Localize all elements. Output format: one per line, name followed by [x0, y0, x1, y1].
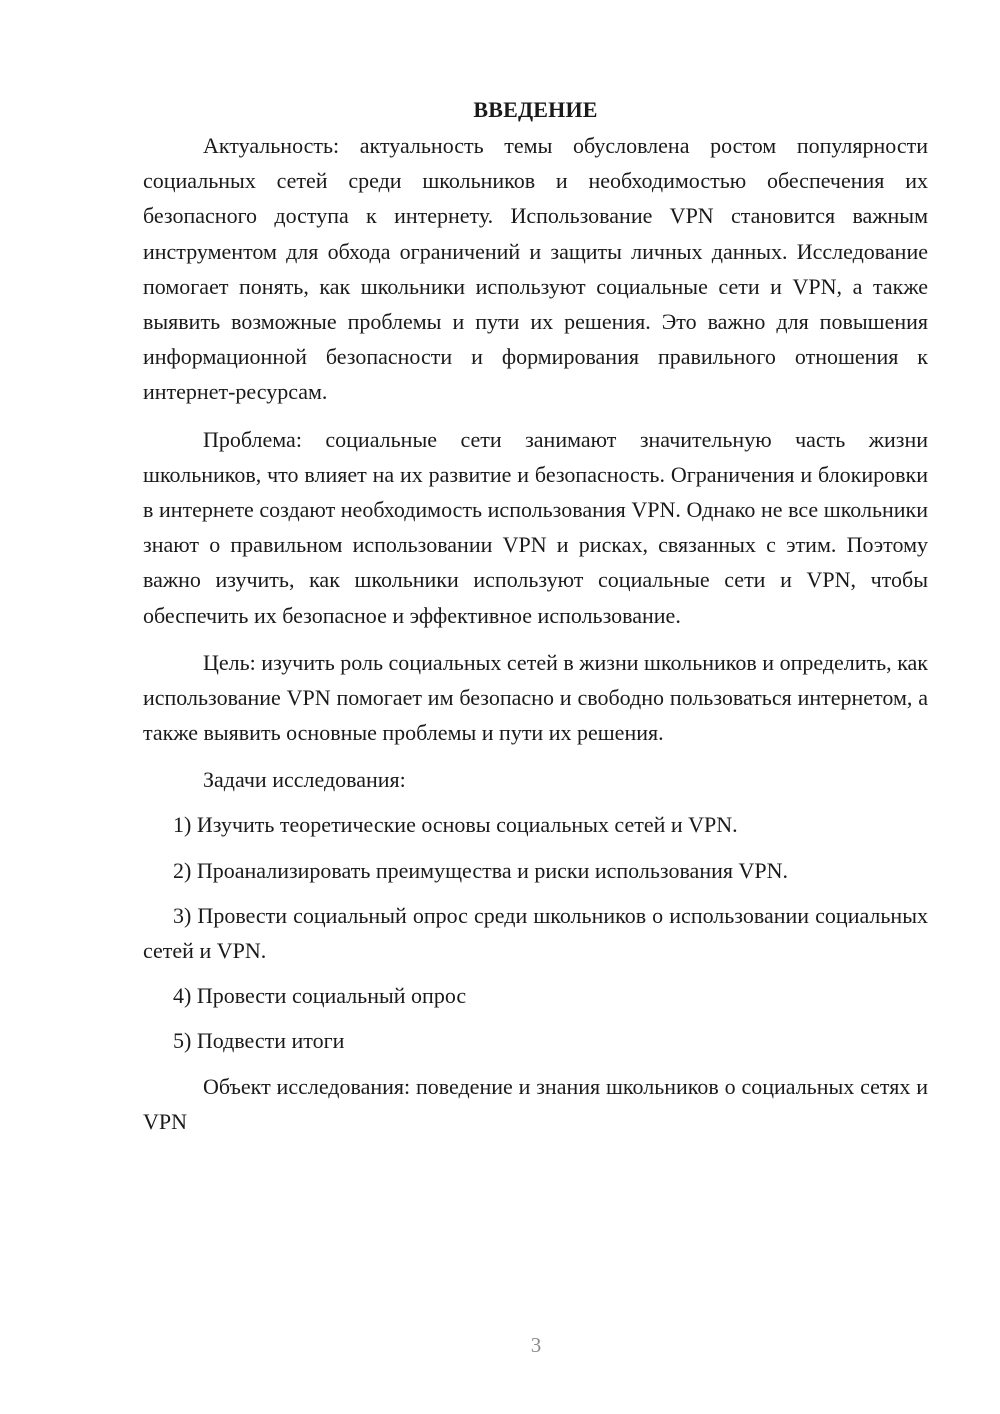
paragraph-object: Объект исследования: поведение и знания школьников о социальных сетях и VPN	[143, 1073, 928, 1134]
task-item: 5) Подвести итоги	[173, 1028, 345, 1054]
task-item: 3) Провести социальный опрос среди школьников о использовании социальных сетей и VPN.	[143, 902, 928, 964]
paragraph-goal: Цель: изучить роль социальных сетей в жизни школьников и определить, как использование VPN помогает им безопасно и свободно пользоваться интернетом, а также выявить основные проблемы и пути их решения.	[143, 649, 928, 746]
paragraph-problem: Проблема: социальные сети занимают значительную часть жизни школьников, что влияет на их развитие и безопасность. Ограничения и блокировки в интернете создают необходимость использования VPN. Однако не все школьники знают о правильном использовании VPN и рисках, связанных с этим. Поэтому важно изучить, как школьники используют социальные сети и VPN, чтобы обеспечить их безопасное и эффективное использование.	[143, 426, 928, 628]
paragraph-relevance: Актуальность: актуальность темы обусловлена ростом популярности социальных сетей среди школьников и необходимостью обеспечения их безопасного доступа к интернету. Использование VPN становится важным инструментом для обхода ограничений и защиты личных данных. Исследование помогает понять, как школьники используют социальные сети и VPN, а также выявить возможные проблемы и пути их решения. Это важно для повышения информационной безопасности и формирования правильного отношения к интернет-ресурсам.	[143, 133, 928, 405]
section-title: ВВЕДЕНИЕ	[473, 97, 598, 122]
task-item: 2) Проанализировать преимущества и риски использования VPN.	[173, 857, 789, 883]
tasks-heading: Задачи исследования:	[203, 767, 406, 793]
task-item: 4) Провести социальный опрос	[173, 983, 467, 1009]
task-item: 1) Изучить теоретические основы социальных сетей и VPN.	[173, 812, 738, 838]
document-page	[143, 92, 928, 1151]
page-number: 3	[530, 1333, 542, 1357]
tasks-list	[143, 807, 928, 1058]
